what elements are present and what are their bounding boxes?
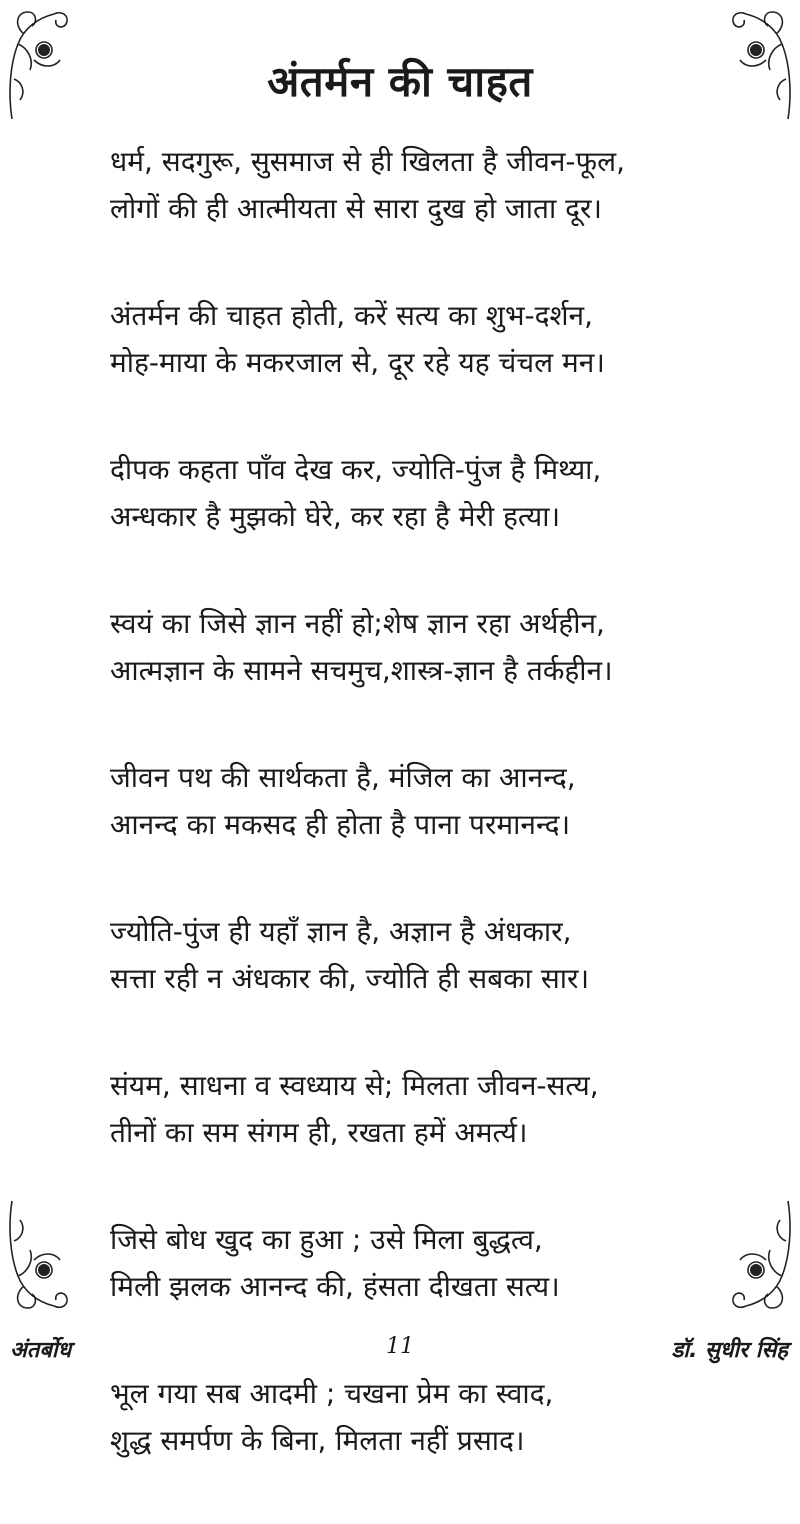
poem-title: अंतर्मन की चाहत (267, 57, 533, 106)
poem-line: दीपक कहता पाँव देख कर, ज्योति-पुंज है मिथ्या, (110, 453, 602, 486)
poem-line: तीनों का सम संगम ही, रखता हमें अमर्त्य। (110, 1116, 528, 1149)
poem-line: आनन्द का मकसद ही होता है पाना परमानन्द। (110, 808, 571, 841)
stanza (110, 1370, 730, 1464)
stanza (110, 754, 730, 848)
poem-line: अंतर्मन की चाहत होती, करें सत्य का शुभ-दर्शन, (110, 299, 593, 332)
stanza (110, 908, 730, 1002)
poem-line: शुद्ध समर्पण के बिना, मिलता नहीं प्रसाद। (110, 1424, 525, 1457)
poem-line: ज्योति-पुंज ही यहाँ ज्ञान है, अज्ञान है अंधकार, (110, 915, 572, 948)
poem-body (110, 138, 730, 1524)
stanza (110, 446, 730, 540)
footer-book-title: अंतर्बोध (10, 1338, 72, 1363)
floral-ornament-bottom-left-icon (4, 1196, 74, 1316)
footer-author: डॉ. सुधीर सिंह (671, 1338, 788, 1363)
poem-line: संयम, साधना व स्वध्याय से; मिलता जीवन-सत्य, (110, 1069, 599, 1102)
poem-line: जीवन पथ की सार्थकता है, मंजिल का आनन्द, (110, 761, 576, 794)
poem-line: धर्म, सदगुरू, सुसमाज से ही खिलता है जीवन-फूल, (110, 145, 625, 178)
poem-line: मिली झलक आनन्द की, हंसता दीखता सत्य। (110, 1270, 560, 1303)
poem-line: आत्मज्ञान के सामने सचमुच,शास्त्र-ज्ञान है तर्कहीन। (110, 654, 613, 687)
poem-line: मोह-माया के मकरजाल से, दूर रहे यह चंचल मन। (110, 346, 605, 379)
stanza (110, 292, 730, 386)
poem-line: अन्धकार है मुझको घेरे, कर रहा है मेरी हत्या। (110, 500, 561, 533)
poem-line: सत्ता रही न अंधकार की, ज्योति ही सबका सार। (110, 962, 590, 995)
stanza (110, 1216, 730, 1310)
page-number: 11 (386, 1334, 414, 1359)
poem-line: भूल गया सब आदमी ; चखना प्रेम का स्वाद, (110, 1377, 554, 1410)
stanza (110, 138, 730, 232)
poem-line: लोगों की ही आत्मीयता से सारा दुख हो जाता दूर। (110, 192, 603, 225)
stanza (110, 600, 730, 694)
stanza (110, 1062, 730, 1156)
poem-line: स्वयं का जिसे ज्ञान नहीं हो;शेष ज्ञान रहा अर्थहीन, (110, 607, 605, 640)
floral-ornament-bottom-right-icon (726, 1196, 796, 1316)
poem-line: जिसे बोध खुद का हुआ ; उसे मिला बुद्धत्व, (110, 1223, 543, 1256)
